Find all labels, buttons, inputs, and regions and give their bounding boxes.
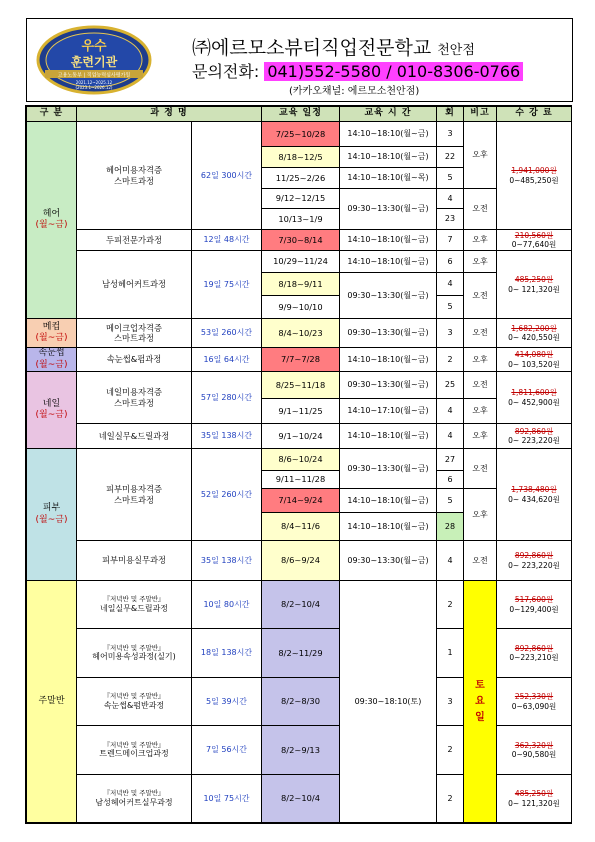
session-count: 5 [436, 295, 464, 319]
header-course: 과 정 명 [76, 106, 262, 122]
weekend-note: 『저녁반 및 주말반』 [103, 692, 165, 701]
course-name: 헤어미용자격증 스마트과정 [76, 121, 192, 230]
header-schedule: 교육 일정 [261, 106, 340, 122]
fee-original: 1,941,000원 [511, 166, 557, 176]
fee-original: 1,811,600원 [511, 388, 557, 398]
fee-discounted: 0~ 103,520원 [508, 359, 560, 369]
fee-original: 252,330원 [514, 692, 554, 702]
fee-discounted: 0~ 420,550원 [508, 333, 560, 342]
header-category: 구 분 [26, 106, 77, 122]
fee-discounted: 0~ 121,320원 [508, 798, 560, 808]
fee-discounted: 0~ 452,900원 [508, 397, 560, 407]
class-time: 09:30~13:30(월~금) [339, 371, 437, 399]
session-count: 28 [436, 512, 464, 541]
svg-text:(2023.1~2026.12): (2023.1~2026.12) [75, 85, 113, 90]
category-label: 피부 [42, 503, 61, 514]
header-fee: 수 강 료 [496, 106, 572, 122]
schedule-date: 8/6~9/24 [261, 540, 340, 581]
phone-numbers[interactable]: 041)552-5580 / 010-8306-0766 [264, 62, 523, 81]
schedule-date: 8/4~10/23 [261, 318, 340, 348]
fee-discounted: 0~ 434,620원 [508, 494, 560, 504]
category-weekend: 주말반 [26, 580, 77, 823]
fee-cell [496, 580, 572, 629]
svg-text:우수: 우수 [81, 39, 107, 54]
class-time: 14:10~18:10(월~금) [339, 512, 437, 541]
header-count: 회 [436, 106, 464, 122]
session-count: 5 [436, 488, 464, 513]
schedule-date: 8/18~12/5 [261, 146, 340, 168]
category-label: 메컵 [42, 321, 61, 332]
schedule-date: 7/7~7/28 [261, 347, 340, 372]
schedule-date: 8/2~10/4 [261, 774, 340, 823]
category-days: (월~금) [35, 220, 68, 230]
note-cell: 오전 [463, 318, 497, 348]
schedule-date: 9/12~12/15 [261, 188, 340, 209]
session-count: 4 [436, 540, 464, 581]
schedule-date: 8/6~10/24 [261, 448, 340, 471]
note-cell: 오후 [463, 488, 497, 541]
session-count: 22 [436, 146, 464, 168]
fee-cell [496, 347, 572, 372]
course-hours: 7일 56시간 [191, 725, 262, 775]
fee-original: 892,860원 [514, 551, 554, 561]
schedule-date: 8/2~11/29 [261, 628, 340, 678]
fee-discounted: 0~485,250원 [509, 175, 559, 185]
fee-cell [496, 229, 572, 251]
phone-label: 문의전화: [192, 62, 260, 81]
schedule-date: 8/2~9/13 [261, 725, 340, 775]
category-nail [26, 371, 77, 449]
weekend-course-name [76, 677, 192, 726]
fee-cell [496, 121, 572, 230]
class-time: 14:10~18:10(월~금) [339, 250, 437, 273]
session-count: 1 [436, 628, 464, 678]
schedule-date: 9/9~10/10 [261, 295, 340, 319]
weekend-course-name [76, 725, 192, 775]
category-skin [26, 448, 77, 581]
note-cell: 오전 [463, 540, 497, 581]
svg-text:훈련기관: 훈련기관 [70, 55, 118, 69]
note-cell: 오전 [463, 371, 497, 399]
note-cell: 오후 [463, 398, 497, 424]
course-name: 속눈썹&펌과정 [76, 347, 192, 372]
session-count: 2 [436, 725, 464, 775]
fee-original: 485,250원 [514, 789, 554, 799]
fee-cell [496, 628, 572, 678]
class-time: 14:10~18:10(월~금) [339, 229, 437, 251]
category-makeup [26, 318, 77, 348]
weekend-course-name [76, 628, 192, 678]
fee-cell [496, 540, 572, 581]
fee-cell [496, 774, 572, 823]
class-time: 09:30~13:30(월~금) [339, 272, 437, 319]
fee-discounted: 0~77,640원 [511, 240, 557, 249]
category-days: (월~금) [35, 359, 68, 370]
session-count: 7 [436, 229, 464, 251]
branch-name: 천안점 [437, 43, 475, 58]
course-hours: 52일 260시간 [191, 448, 262, 541]
schedule-date: 9/1~10/24 [261, 423, 340, 449]
fee-cell [496, 725, 572, 775]
course-hours: 19일 75시간 [191, 250, 262, 319]
category-eyelash [26, 347, 77, 372]
session-count: 5 [436, 167, 464, 189]
weekend-note: 『저녁반 및 주말반』 [103, 595, 165, 604]
session-count: 3 [436, 318, 464, 348]
schedule-date: 7/25~10/28 [261, 121, 340, 147]
fee-discounted: 0~ 223,220원 [508, 436, 560, 445]
course-name: 피부미용실무과정 [76, 540, 192, 581]
school-name [192, 33, 475, 60]
fee-cell [496, 318, 572, 348]
fee-discounted: 0~63,090원 [511, 701, 557, 711]
category-hair [26, 121, 77, 319]
course-hours: 53일 260시간 [191, 318, 262, 348]
class-time: 14:10~18:10(월~금) [339, 488, 437, 513]
weekend-note: 『저녁반 및 주말반』 [103, 789, 165, 798]
session-count: 6 [436, 250, 464, 273]
fee-cell [496, 423, 572, 449]
category-label: 헤어 [42, 208, 61, 219]
fee-original: 414,080원 [514, 350, 554, 360]
fee-original: 362,320원 [514, 740, 554, 750]
note-cell: 오후 [463, 250, 497, 273]
category-label: 네일 [42, 398, 61, 409]
fee-original: 1,682,200원 [511, 323, 557, 333]
course-name: 피부미용자격증 스마트과정 [76, 448, 192, 541]
session-count: 4 [436, 423, 464, 449]
award-logo [35, 25, 153, 95]
session-count: 4 [436, 188, 464, 209]
fee-discounted: 0~ 121,320원 [508, 284, 560, 294]
schedule-date: 9/1~11/25 [261, 398, 340, 424]
session-count: 27 [436, 448, 464, 471]
weekend-note: 『저녁반 및 주말반』 [103, 643, 165, 652]
class-time: 14:10~18:10(월~목) [339, 167, 437, 189]
header-time: 교육 시 간 [339, 106, 437, 122]
fee-cell [496, 677, 572, 726]
session-count: 4 [436, 272, 464, 296]
schedule-date: 8/4~11/6 [261, 512, 340, 541]
school-title: ㈜에르모소뷰티직업전문학교 [192, 37, 432, 59]
session-count: 23 [436, 208, 464, 230]
class-time: 14:10~18:10(월~금) [339, 121, 437, 147]
class-time: 14:10~18:10(월~금) [339, 423, 437, 449]
class-time: 09:30~13:30(월~금) [339, 448, 437, 489]
fee-original: 517,600원 [514, 595, 554, 605]
course-table [26, 106, 571, 823]
phone-line [192, 59, 523, 82]
fee-cell [496, 371, 572, 424]
course-hours: 10일 80시간 [191, 580, 262, 629]
note-cell: 오전 [463, 272, 497, 319]
class-time: 14:10~17:10(월~금) [339, 398, 437, 424]
saturday-cell: 토 요 일 [463, 580, 497, 823]
category-days: (월~금) [35, 514, 68, 525]
fee-discounted: 0~90,580원 [511, 750, 557, 759]
course-name: 남성헤어커트과정 [76, 250, 192, 319]
weekend-course-label: 헤어미용속성과정(실기) [92, 652, 176, 662]
course-hours: 35일 138시간 [191, 423, 262, 449]
fee-original: 485,250원 [514, 275, 554, 285]
weekend-course-name [76, 774, 192, 823]
session-count: 3 [436, 677, 464, 726]
class-time: 14:10~18:10(월~금) [339, 347, 437, 372]
schedule-date: 7/30~8/14 [261, 229, 340, 251]
weekend-course-label: 네일실무&드릴과정 [99, 603, 169, 613]
course-name: 메이크업자격증 스마트과정 [76, 318, 192, 348]
fee-original: 892,860원 [514, 426, 554, 436]
session-count: 2 [436, 347, 464, 372]
category-days: (월~금) [35, 410, 68, 420]
class-time: 09:30~13:30(월~금) [339, 540, 437, 581]
course-hours: 16일 64시간 [191, 347, 262, 372]
svg-text:고용노동부 | 직업능력심사평가원: 고용노동부 | 직업능력심사평가원 [57, 72, 131, 79]
category-label: 속눈썹 [38, 348, 65, 359]
course-name: 네일미용자격증 스마트과정 [76, 371, 192, 424]
note-cell: 오전 [463, 448, 497, 489]
course-hours: 18일 138시간 [191, 628, 262, 678]
kakao-channel[interactable]: (카카오채널: 에르모소천안점) [289, 86, 420, 97]
session-count: 3 [436, 121, 464, 147]
note-cell: 오후 [463, 121, 497, 189]
fee-cell [496, 448, 572, 541]
fee-original: 1,738,480원 [511, 485, 557, 495]
session-count: 2 [436, 580, 464, 629]
note-cell: 오후 [463, 347, 497, 372]
note-cell: 오전 [463, 188, 497, 230]
note-cell: 오후 [463, 423, 497, 449]
class-time: 09:30~13:30(월~금) [339, 318, 437, 348]
class-time: 14:10~18:10(월~금) [339, 146, 437, 168]
course-hours: 5일 39시간 [191, 677, 262, 726]
course-hours: 57일 280시간 [191, 371, 262, 424]
fee-original: 210,560원 [514, 230, 554, 240]
schedule-date: 9/11~11/28 [261, 470, 340, 489]
weekend-time: 09:30~18:10(토) [339, 580, 437, 823]
note-cell: 오후 [463, 229, 497, 251]
header-note: 비고 [463, 106, 497, 122]
session-count: 4 [436, 398, 464, 424]
category-days: (월~금) [35, 333, 68, 343]
schedule-date: 10/29~11/24 [261, 250, 340, 273]
course-hours: 35일 138시간 [191, 540, 262, 581]
schedule-date: 10/13~1/9 [261, 208, 340, 230]
header-box [26, 18, 573, 102]
course-name: 네일실무&드릴과정 [76, 423, 192, 449]
schedule-date: 8/25~11/18 [261, 371, 340, 399]
session-count: 6 [436, 470, 464, 489]
weekend-note: 『저녁반 및 주말반』 [103, 740, 165, 749]
weekend-course-label: 속눈썹&펌반과정 [103, 700, 165, 710]
fee-original: 892,860원 [514, 643, 554, 653]
weekend-course-label: 트렌드메이크업과정 [99, 749, 169, 759]
weekend-course-label: 남성헤어커트실무과정 [95, 797, 173, 807]
schedule-date: 8/2~10/4 [261, 580, 340, 629]
course-hours: 10일 75시간 [191, 774, 262, 823]
course-hours: 62일 300시간 [191, 121, 262, 230]
svg-text:2021.12~2025.12: 2021.12~2025.12 [75, 80, 113, 85]
session-count: 25 [436, 371, 464, 399]
course-hours: 12일 48시간 [191, 229, 262, 251]
weekend-course-name [76, 580, 192, 629]
fee-discounted: 0~ 223,220원 [508, 560, 560, 570]
schedule-date: 7/14~9/24 [261, 488, 340, 513]
schedule-date: 11/25~2/26 [261, 167, 340, 189]
schedule-date: 8/2~8/30 [261, 677, 340, 726]
fee-discounted: 0~129,400원 [509, 604, 559, 614]
fee-discounted: 0~223,210원 [509, 653, 559, 662]
schedule-date: 8/18~9/11 [261, 272, 340, 296]
course-name: 두피전문가과정 [76, 229, 192, 251]
session-count: 2 [436, 774, 464, 823]
class-time: 09:30~13:30(월~금) [339, 188, 437, 230]
fee-cell [496, 250, 572, 319]
